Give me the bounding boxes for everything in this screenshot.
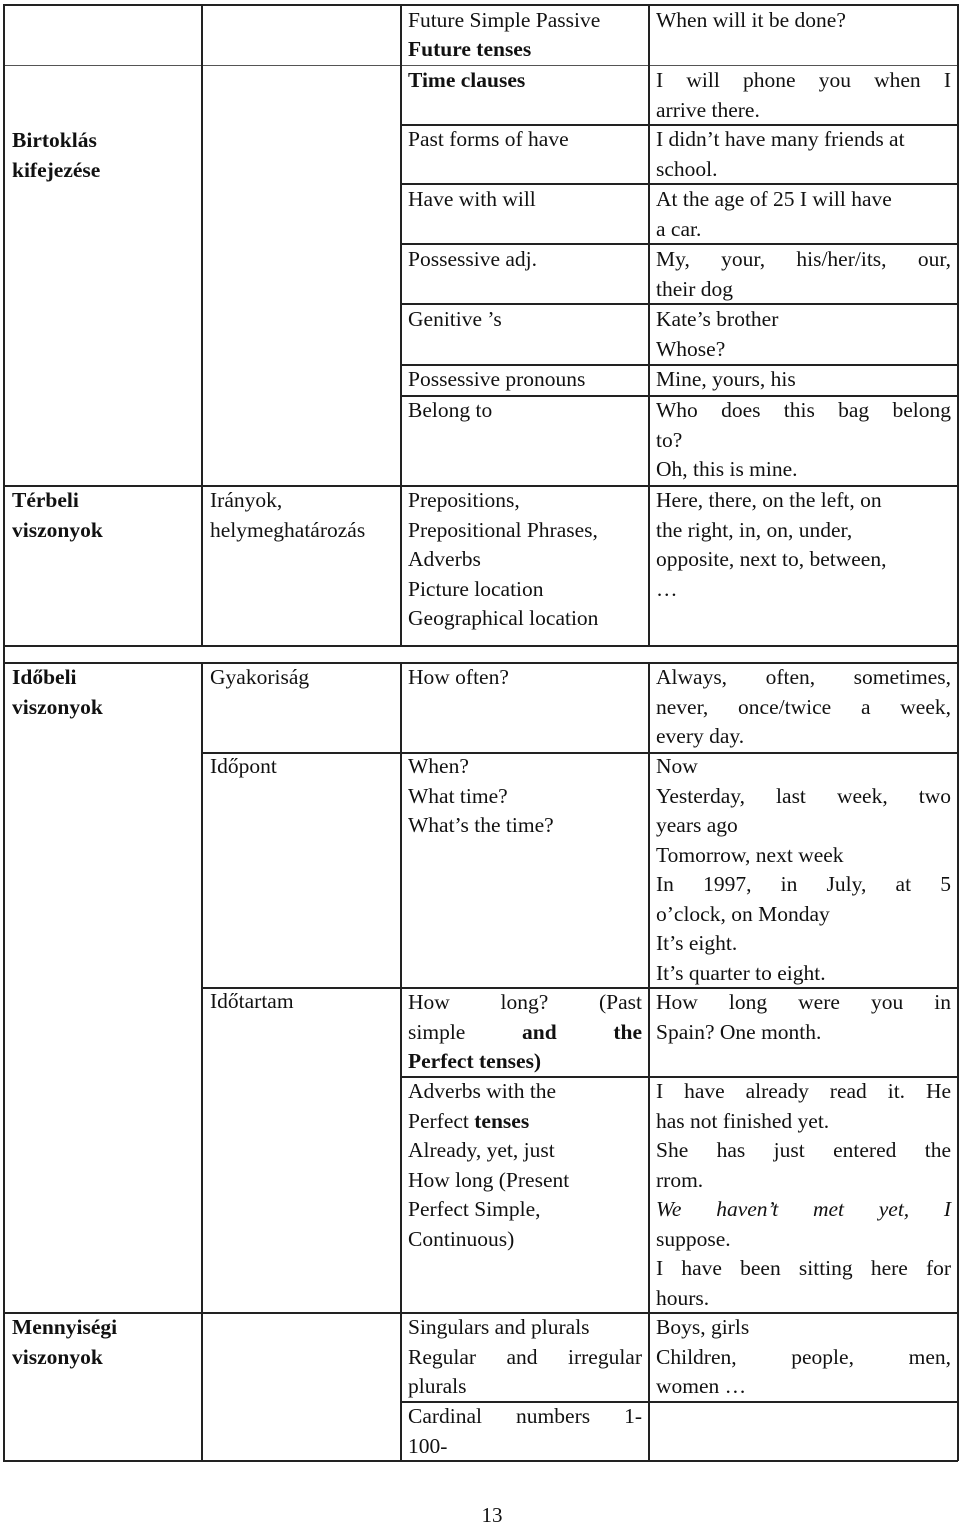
example-plurals: Boys, girls Children, people, men, women … — [656, 1315, 951, 1398]
example-past-have: I didn’t have many friends at school. — [656, 127, 905, 181]
topic-belong-to: Belong to — [408, 398, 493, 422]
example-possessive-pronouns: Mine, yours, his — [656, 367, 796, 391]
example-belong-to: Who does this bag belong to? Oh, this is mine. — [656, 398, 951, 481]
topic-plurals: Singulars and plurals Regular and irregular plurals — [408, 1315, 642, 1398]
subcategory-idotartam: Időtartam — [210, 989, 294, 1013]
topic-how-often: How often? — [408, 665, 509, 689]
table-divider — [3, 645, 958, 647]
example-prepositions: Here, there, on the left, on the right, in, on, under, opposite, next to, between, … — [656, 488, 887, 601]
topic-genitive-s: Genitive ’s — [408, 307, 502, 331]
subcategory-iranyok: Irányok, helymeghatározás — [210, 488, 366, 542]
example-point-in-time: Now Yesterday, last week, two years ago Tomorrow, next week In 1997, in July, at 5 o’clock, on Monday It’s eight. It’s quarter to eight. — [656, 754, 952, 985]
topic-adverbs-perfect: Adverbs with the Perfect tenses Already, yet, just How long (Present Perfect Simple, Continuous) — [408, 1079, 570, 1251]
category-birtoklas: Birtoklás kifejezése — [12, 128, 101, 182]
topic-when: When? What time? What’s the time? — [408, 754, 554, 837]
table-divider — [648, 662, 650, 1460]
topic-time-clauses: Time clauses — [408, 68, 526, 92]
example-duration: How long were you in Spain? One month. — [656, 990, 951, 1044]
topic-possessive-adj: Possessive adj. — [408, 247, 537, 271]
topic-future-simple-passive: Future Simple Passive — [408, 8, 601, 32]
category-mennyisegi: Mennyiségi viszonyok — [12, 1315, 118, 1369]
table-divider — [201, 662, 203, 1460]
example-perfect-adverbs: I have already read it. He has not finished yet. She has just entered the rrom. We haven’t met yet, I suppose. I have been sitting here for hours. — [656, 1079, 952, 1310]
category-idobeli: Időbeli viszonyok — [12, 665, 103, 719]
example-time-clauses: I will phone you when I arrive there. — [656, 68, 952, 122]
table-divider — [648, 4, 650, 646]
example-when-will-it-be-done: When will it be done? — [656, 8, 846, 32]
table-border-left — [3, 4, 5, 1461]
topic-cardinal-numbers: Cardinal numbers 1- 100- — [408, 1404, 643, 1458]
table-divider — [400, 662, 402, 1460]
topic-possessive-pronouns: Possessive pronouns — [408, 367, 586, 391]
topic-prepositions: Prepositions, Prepositional Phrases, Adverbs Picture location Geographical location — [408, 488, 599, 630]
example-possessive-adj: My, your, his/her/its, our, their dog — [656, 247, 952, 301]
table-border-right — [957, 4, 959, 1461]
example-frequency: Always, often, sometimes, never, once/twice a week, every day. — [656, 665, 952, 748]
topic-future-tenses: Future tenses — [408, 37, 532, 61]
topic-past-forms-of-have: Past forms of have — [408, 127, 569, 151]
page-number: 13 — [481, 1503, 503, 1527]
subcategory-idopont: Időpont — [210, 754, 277, 778]
topic-have-with-will: Have with will — [408, 187, 536, 211]
topic-how-long: How long? (Past simple and the Perfect tenses) — [408, 990, 642, 1073]
table-divider — [201, 4, 203, 646]
category-terbeli: Térbeli viszonyok — [12, 488, 103, 542]
subcategory-gyakorisag: Gyakoriság — [210, 665, 310, 689]
example-have-with-will: At the age of 25 I will have a car. — [656, 187, 892, 241]
example-genitive: Kate’s brother Whose? — [656, 307, 779, 361]
table-divider — [400, 4, 402, 646]
